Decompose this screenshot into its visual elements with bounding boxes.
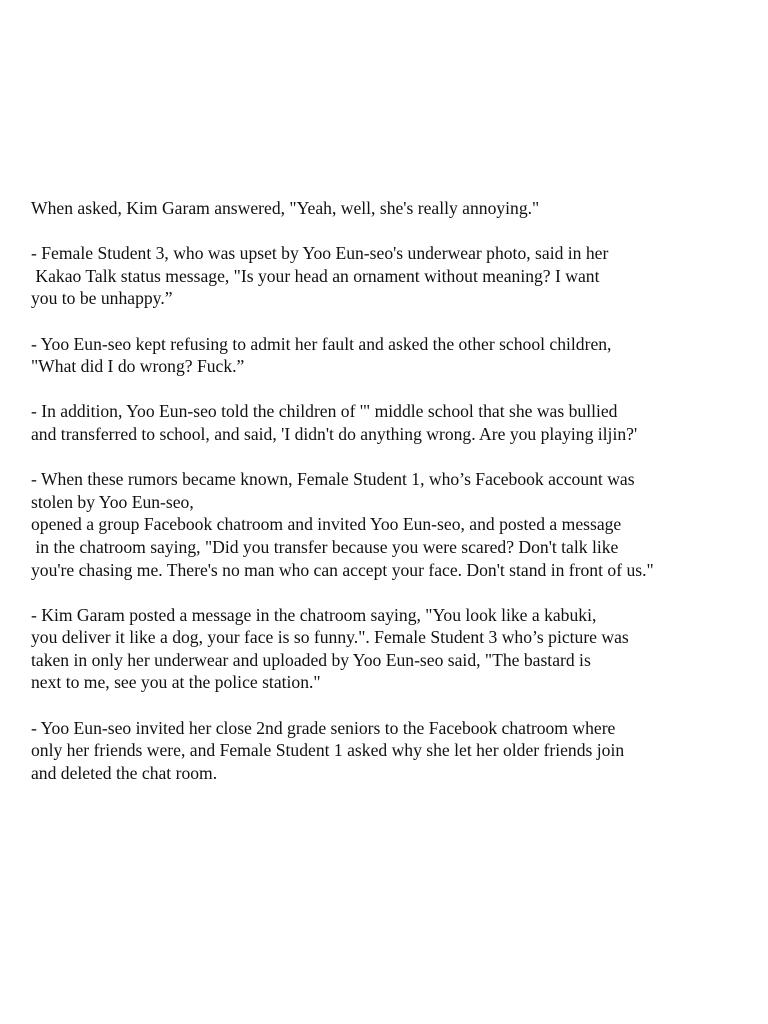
text-line: you're chasing me. There's no man who can accept your face. Don't stand in front of us." [31, 559, 654, 580]
text-line: stolen by Yoo Eun-seo, [31, 491, 194, 512]
paragraph-transferred [31, 400, 751, 445]
text-line: you to be unhappy.” [31, 288, 173, 309]
text-line: - Yoo Eun-seo kept refusing to admit her fault and asked the other school children, [31, 333, 612, 354]
text-line: only her friends were, and Female Student 1 asked why she let her older friends join [31, 740, 625, 761]
paragraph-kakao-status [31, 242, 751, 310]
paragraph-seniors-invited [31, 717, 751, 785]
text-line: next to me, see you at the police station." [31, 672, 321, 693]
text-line: When asked, Kim Garam answered, "Yeah, well, she's really annoying." [31, 198, 540, 218]
text-line: you deliver it like a dog, your face is so funny.". Female Student 3 who’s picture was [31, 627, 629, 648]
text-line: opened a group Facebook chatroom and invited Yoo Eun-seo, and posted a message [31, 514, 622, 535]
text-line: Kakao Talk status message, "Is your head an ornament without meaning? I want [31, 265, 600, 286]
text-line: - When these rumors became known, Female Student 1, who’s Facebook account was [31, 469, 635, 490]
document-text [31, 197, 751, 807]
text-line: - Kim Garam posted a message in the chatroom saying, "You look like a kabuki, [31, 604, 597, 625]
text-line: and deleted the chat room. [31, 762, 218, 783]
text-line: and transferred to school, and said, 'I didn't do anything wrong. Are you playing iljin?' [31, 423, 638, 444]
text-line: - Female Student 3, who was upset by Yoo Eun-seo's underwear photo, said in her [31, 243, 609, 264]
paragraph-refusing-fault [31, 333, 751, 378]
paragraph-kim-garam-answer [31, 197, 751, 220]
text-line: taken in only her underwear and uploaded by Yoo Eun-seo said, "The bastard is [31, 649, 591, 670]
text-line: - In addition, Yoo Eun-seo told the children of '" middle school that she was bullied [31, 401, 618, 422]
text-line: in the chatroom saying, "Did you transfer because you were scared? Don't talk like [31, 536, 619, 557]
text-line: "What did I do wrong? Fuck.” [31, 356, 245, 377]
text-line: - Yoo Eun-seo invited her close 2nd grade seniors to the Facebook chatroom where [31, 717, 616, 738]
paragraph-kabuki-message [31, 604, 751, 694]
paragraph-facebook-chatroom [31, 468, 751, 581]
